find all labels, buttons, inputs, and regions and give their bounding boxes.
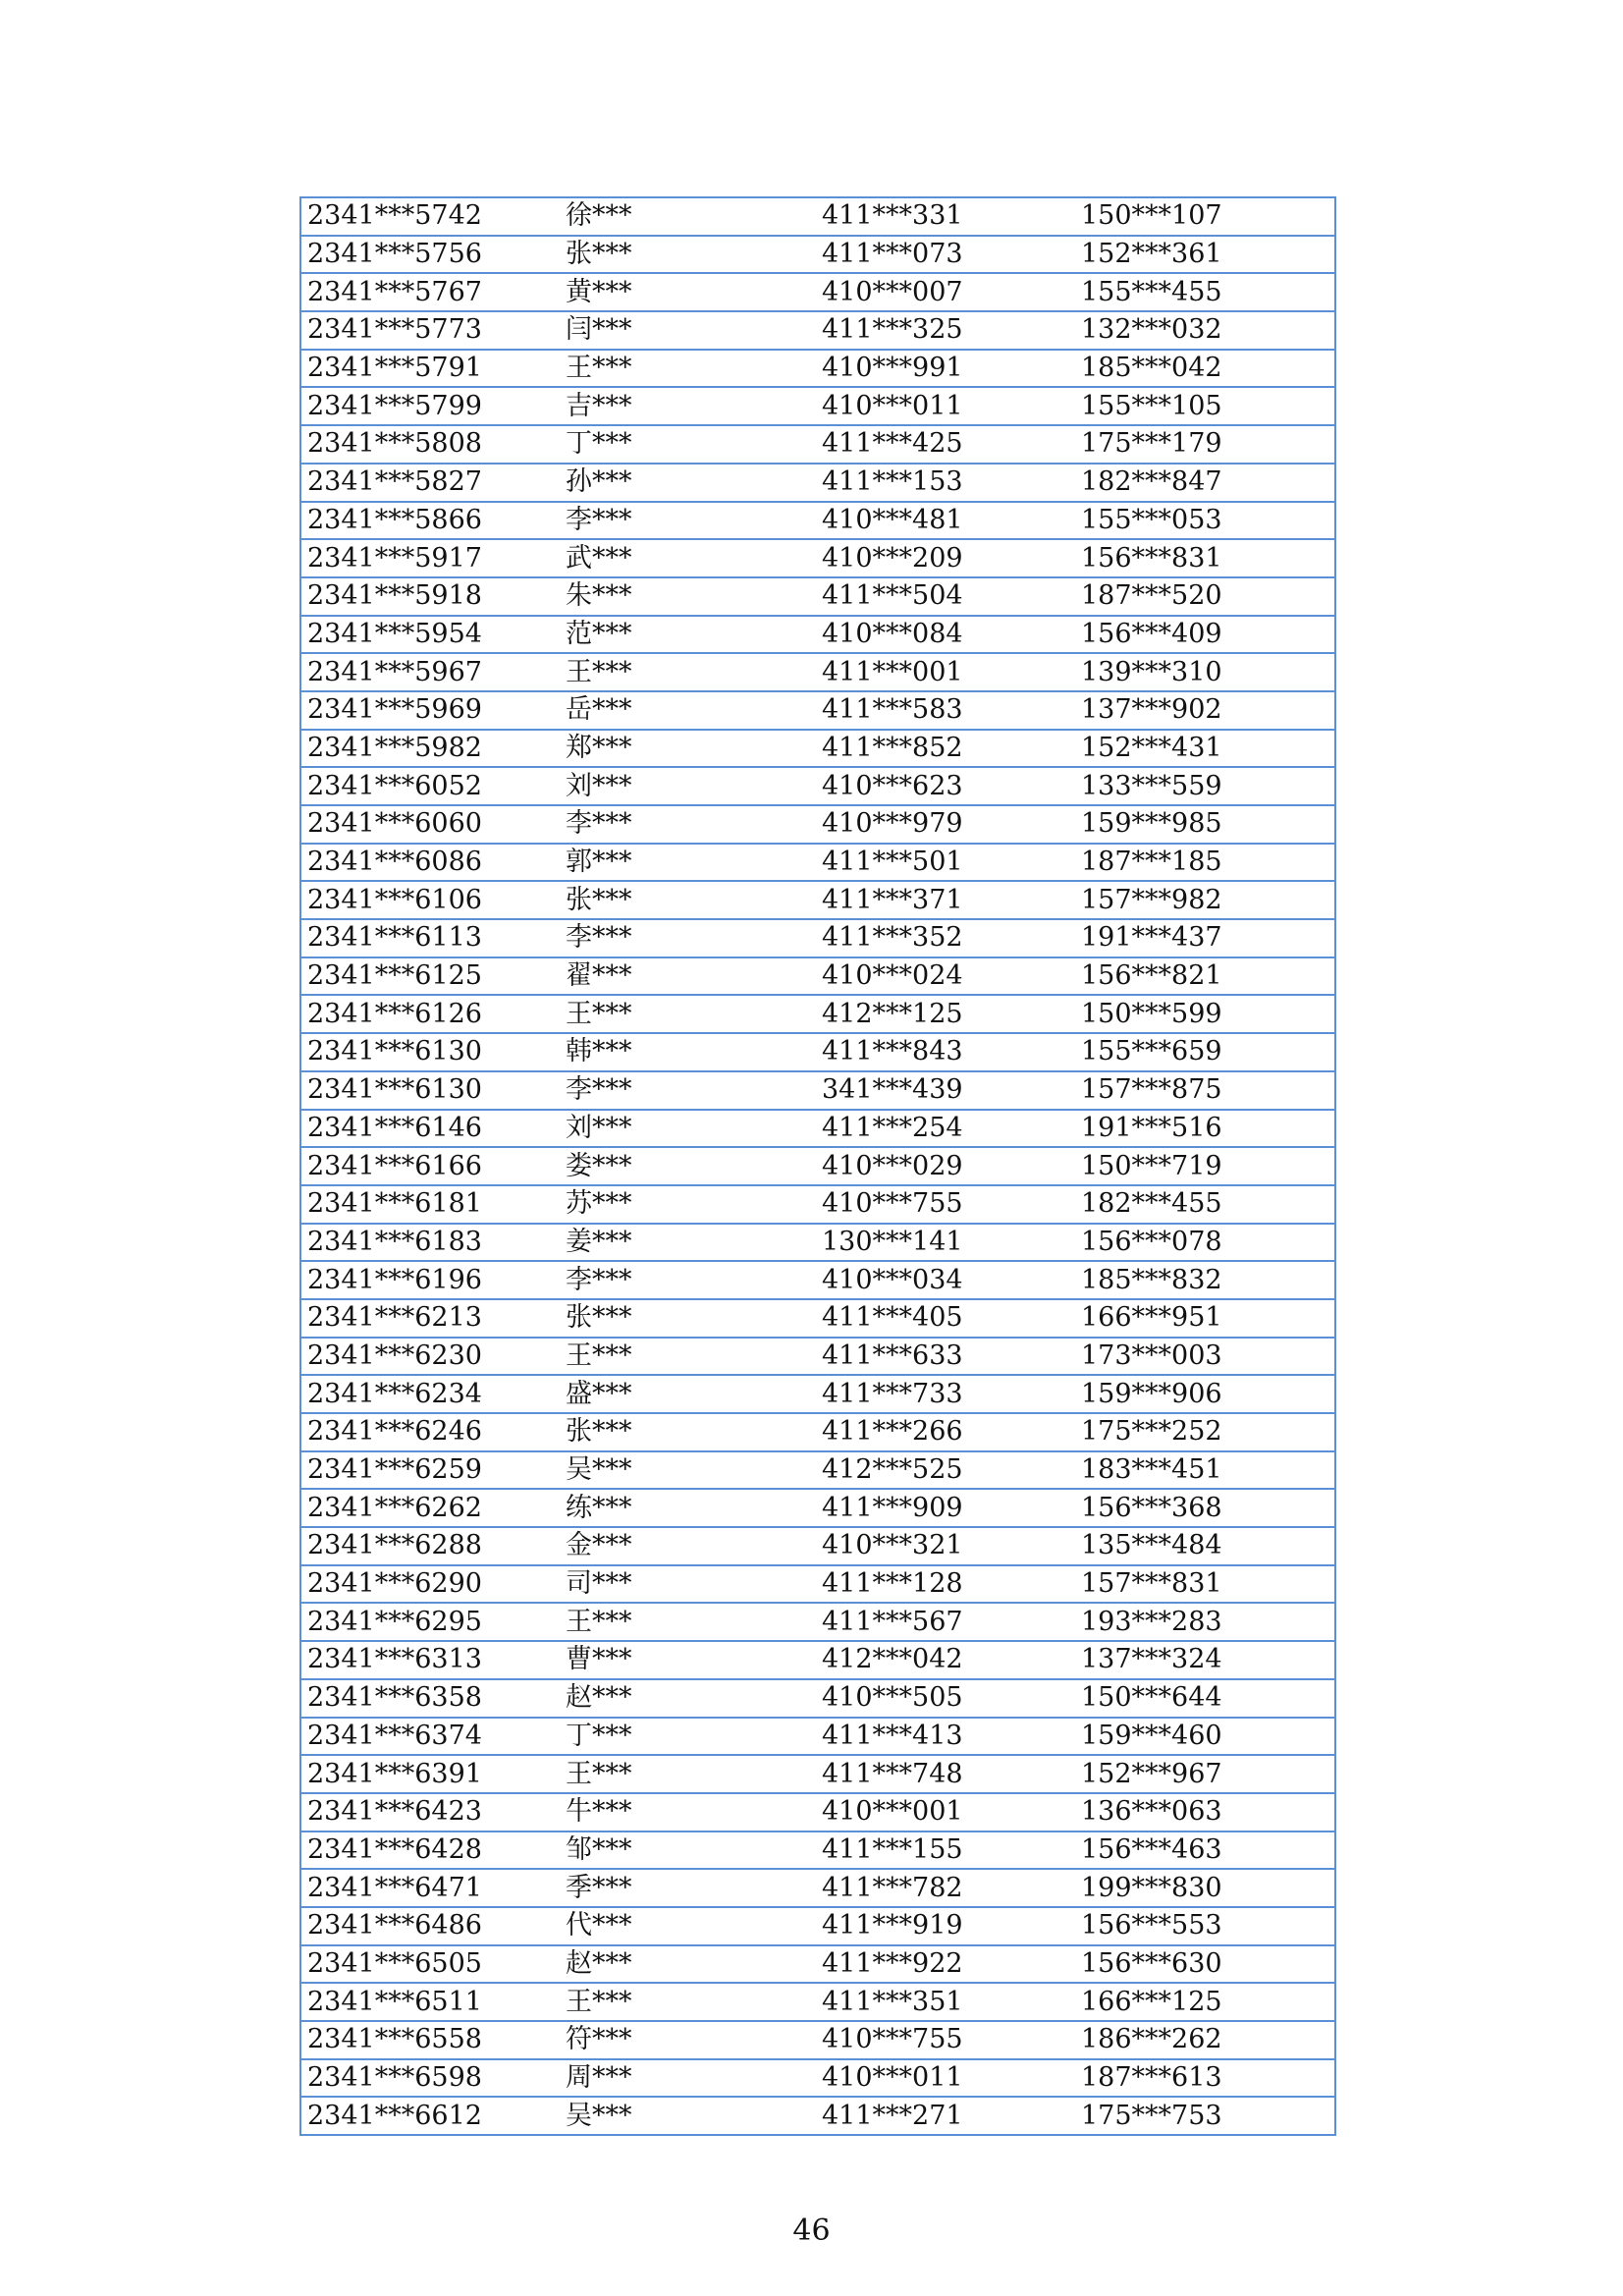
cell-id-number: 411***254 xyxy=(816,1110,1075,1148)
cell-name: 盛*** xyxy=(560,1375,816,1413)
cell-id-number: 411***567 xyxy=(816,1603,1075,1641)
cell-name: 郑*** xyxy=(560,730,816,768)
cell-phone-number: 136***063 xyxy=(1075,1793,1335,1831)
cell-record-id: 2341***6598 xyxy=(300,2059,560,2098)
cell-record-id: 2341***6166 xyxy=(300,1147,560,1185)
cell-name: 武*** xyxy=(560,539,816,577)
table-row xyxy=(300,767,1335,805)
cell-id-number: 410***001 xyxy=(816,1793,1075,1831)
cell-name: 娄*** xyxy=(560,1147,816,1185)
table-row xyxy=(300,1110,1335,1148)
table-row xyxy=(300,2059,1335,2098)
cell-phone-number: 156***409 xyxy=(1075,616,1335,654)
cell-id-number: 411***782 xyxy=(816,1869,1075,1907)
cell-name: 王*** xyxy=(560,1983,816,2021)
table-row xyxy=(300,653,1335,691)
cell-name: 金*** xyxy=(560,1527,816,1565)
cell-phone-number: 152***967 xyxy=(1075,1755,1335,1793)
cell-phone-number: 166***951 xyxy=(1075,1299,1335,1338)
cell-id-number: 410***209 xyxy=(816,539,1075,577)
table-row xyxy=(300,1071,1335,1110)
cell-id-number: 411***425 xyxy=(816,425,1075,464)
cell-name: 姜*** xyxy=(560,1224,816,1262)
cell-id-number: 412***125 xyxy=(816,995,1075,1033)
cell-phone-number: 191***516 xyxy=(1075,1110,1335,1148)
table-row xyxy=(300,1338,1335,1376)
cell-name: 邹*** xyxy=(560,1831,816,1870)
cell-id-number: 411***413 xyxy=(816,1718,1075,1756)
cell-id-number: 411***405 xyxy=(816,1299,1075,1338)
cell-name: 丁*** xyxy=(560,425,816,464)
cell-phone-number: 182***455 xyxy=(1075,1185,1335,1224)
cell-phone-number: 133***559 xyxy=(1075,767,1335,805)
cell-name: 苏*** xyxy=(560,1185,816,1224)
table-row xyxy=(300,1489,1335,1527)
table-row xyxy=(300,539,1335,577)
cell-name: 郭*** xyxy=(560,844,816,882)
table-row xyxy=(300,1641,1335,1679)
cell-record-id: 2341***6259 xyxy=(300,1451,560,1490)
cell-record-id: 2341***5954 xyxy=(300,616,560,654)
cell-phone-number: 150***107 xyxy=(1075,197,1335,236)
cell-id-number: 410***505 xyxy=(816,1679,1075,1718)
cell-record-id: 2341***5918 xyxy=(300,577,560,616)
cell-phone-number: 155***455 xyxy=(1075,273,1335,311)
cell-phone-number: 185***042 xyxy=(1075,350,1335,388)
cell-phone-number: 150***719 xyxy=(1075,1147,1335,1185)
table-row xyxy=(300,995,1335,1033)
cell-record-id: 2341***6423 xyxy=(300,1793,560,1831)
cell-id-number: 410***029 xyxy=(816,1147,1075,1185)
cell-record-id: 2341***5767 xyxy=(300,273,560,311)
cell-name: 练*** xyxy=(560,1489,816,1527)
cell-phone-number: 137***902 xyxy=(1075,691,1335,730)
cell-phone-number: 175***252 xyxy=(1075,1413,1335,1451)
records-table-body xyxy=(300,197,1335,2135)
cell-id-number: 411***922 xyxy=(816,1945,1075,1984)
table-row xyxy=(300,1945,1335,1984)
cell-name: 周*** xyxy=(560,2059,816,2098)
table-row xyxy=(300,1793,1335,1831)
cell-phone-number: 157***831 xyxy=(1075,1565,1335,1604)
records-table xyxy=(299,196,1336,2136)
cell-record-id: 2341***6391 xyxy=(300,1755,560,1793)
cell-record-id: 2341***6471 xyxy=(300,1869,560,1907)
cell-record-id: 2341***5967 xyxy=(300,653,560,691)
table-row xyxy=(300,1527,1335,1565)
cell-id-number: 411***331 xyxy=(816,197,1075,236)
cell-record-id: 2341***6230 xyxy=(300,1338,560,1376)
table-row xyxy=(300,1033,1335,1071)
cell-id-number: 410***623 xyxy=(816,767,1075,805)
cell-phone-number: 159***985 xyxy=(1075,805,1335,844)
cell-id-number: 410***011 xyxy=(816,2059,1075,2098)
cell-id-number: 410***481 xyxy=(816,502,1075,540)
cell-id-number: 410***979 xyxy=(816,805,1075,844)
cell-record-id: 2341***6125 xyxy=(300,957,560,996)
cell-name: 孙*** xyxy=(560,464,816,502)
cell-id-number: 410***034 xyxy=(816,1261,1075,1299)
table-row xyxy=(300,577,1335,616)
table-row xyxy=(300,425,1335,464)
cell-phone-number: 175***179 xyxy=(1075,425,1335,464)
table-row xyxy=(300,1869,1335,1907)
cell-phone-number: 152***431 xyxy=(1075,730,1335,768)
table-row xyxy=(300,273,1335,311)
cell-phone-number: 155***659 xyxy=(1075,1033,1335,1071)
cell-name: 闫*** xyxy=(560,311,816,350)
cell-record-id: 2341***6213 xyxy=(300,1299,560,1338)
cell-phone-number: 156***553 xyxy=(1075,1907,1335,1945)
cell-phone-number: 157***982 xyxy=(1075,881,1335,919)
cell-record-id: 2341***6113 xyxy=(300,919,560,957)
cell-name: 张*** xyxy=(560,1413,816,1451)
cell-name: 朱*** xyxy=(560,577,816,616)
cell-phone-number: 199***830 xyxy=(1075,1869,1335,1907)
table-row xyxy=(300,691,1335,730)
cell-id-number: 411***843 xyxy=(816,1033,1075,1071)
cell-id-number: 130***141 xyxy=(816,1224,1075,1262)
cell-id-number: 411***371 xyxy=(816,881,1075,919)
table-row xyxy=(300,1261,1335,1299)
cell-id-number: 412***042 xyxy=(816,1641,1075,1679)
table-row xyxy=(300,387,1335,425)
table-row xyxy=(300,502,1335,540)
cell-phone-number: 187***185 xyxy=(1075,844,1335,882)
cell-phone-number: 155***053 xyxy=(1075,502,1335,540)
cell-id-number: 410***084 xyxy=(816,616,1075,654)
cell-id-number: 411***325 xyxy=(816,311,1075,350)
cell-record-id: 2341***6126 xyxy=(300,995,560,1033)
cell-record-id: 2341***6290 xyxy=(300,1565,560,1604)
cell-record-id: 2341***6246 xyxy=(300,1413,560,1451)
cell-id-number: 411***128 xyxy=(816,1565,1075,1604)
cell-phone-number: 156***630 xyxy=(1075,1945,1335,1984)
cell-record-id: 2341***5742 xyxy=(300,197,560,236)
cell-name: 韩*** xyxy=(560,1033,816,1071)
table-row xyxy=(300,1413,1335,1451)
cell-name: 代*** xyxy=(560,1907,816,1945)
table-row xyxy=(300,616,1335,654)
cell-name: 王*** xyxy=(560,995,816,1033)
cell-name: 赵*** xyxy=(560,1945,816,1984)
cell-record-id: 2341***6052 xyxy=(300,767,560,805)
cell-phone-number: 193***283 xyxy=(1075,1603,1335,1641)
table-row xyxy=(300,1224,1335,1262)
cell-record-id: 2341***6181 xyxy=(300,1185,560,1224)
cell-record-id: 2341***6612 xyxy=(300,2097,560,2135)
cell-phone-number: 187***613 xyxy=(1075,2059,1335,2098)
cell-id-number: 410***321 xyxy=(816,1527,1075,1565)
cell-phone-number: 185***832 xyxy=(1075,1261,1335,1299)
cell-id-number: 412***525 xyxy=(816,1451,1075,1490)
table-row xyxy=(300,2097,1335,2135)
cell-record-id: 2341***5773 xyxy=(300,311,560,350)
cell-name: 岳*** xyxy=(560,691,816,730)
cell-record-id: 2341***5917 xyxy=(300,539,560,577)
cell-id-number: 410***024 xyxy=(816,957,1075,996)
cell-record-id: 2341***6505 xyxy=(300,1945,560,1984)
table-row xyxy=(300,1679,1335,1718)
table-row xyxy=(300,1147,1335,1185)
cell-record-id: 2341***5866 xyxy=(300,502,560,540)
cell-name: 符*** xyxy=(560,2021,816,2059)
cell-record-id: 2341***6106 xyxy=(300,881,560,919)
cell-name: 张*** xyxy=(560,1299,816,1338)
cell-name: 黄*** xyxy=(560,273,816,311)
cell-record-id: 2341***5791 xyxy=(300,350,560,388)
cell-record-id: 2341***6130 xyxy=(300,1071,560,1110)
cell-record-id: 2341***5982 xyxy=(300,730,560,768)
cell-phone-number: 175***753 xyxy=(1075,2097,1335,2135)
cell-record-id: 2341***6146 xyxy=(300,1110,560,1148)
cell-id-number: 410***755 xyxy=(816,1185,1075,1224)
cell-record-id: 2341***6486 xyxy=(300,1907,560,1945)
cell-name: 李*** xyxy=(560,1071,816,1110)
cell-id-number: 410***755 xyxy=(816,2021,1075,2059)
cell-phone-number: 156***078 xyxy=(1075,1224,1335,1262)
table-row xyxy=(300,1603,1335,1641)
cell-record-id: 2341***6183 xyxy=(300,1224,560,1262)
cell-id-number: 411***583 xyxy=(816,691,1075,730)
cell-name: 牛*** xyxy=(560,1793,816,1831)
table-row xyxy=(300,464,1335,502)
cell-name: 丁*** xyxy=(560,1718,816,1756)
cell-name: 张*** xyxy=(560,236,816,274)
cell-phone-number: 157***875 xyxy=(1075,1071,1335,1110)
cell-name: 司*** xyxy=(560,1565,816,1604)
page-number: 46 xyxy=(792,2214,831,2248)
cell-name: 王*** xyxy=(560,653,816,691)
cell-phone-number: 187***520 xyxy=(1075,577,1335,616)
cell-record-id: 2341***6288 xyxy=(300,1527,560,1565)
cell-id-number: 411***351 xyxy=(816,1983,1075,2021)
cell-phone-number: 173***003 xyxy=(1075,1338,1335,1376)
cell-name: 王*** xyxy=(560,350,816,388)
cell-id-number: 410***011 xyxy=(816,387,1075,425)
cell-record-id: 2341***6558 xyxy=(300,2021,560,2059)
table-row xyxy=(300,350,1335,388)
cell-record-id: 2341***5827 xyxy=(300,464,560,502)
table-row xyxy=(300,197,1335,236)
table-row xyxy=(300,1718,1335,1756)
cell-name: 曹*** xyxy=(560,1641,816,1679)
cell-name: 徐*** xyxy=(560,197,816,236)
cell-id-number: 411***504 xyxy=(816,577,1075,616)
cell-id-number: 411***919 xyxy=(816,1907,1075,1945)
table-row xyxy=(300,1907,1335,1945)
table-row xyxy=(300,844,1335,882)
cell-id-number: 411***733 xyxy=(816,1375,1075,1413)
table-row xyxy=(300,1185,1335,1224)
table-row xyxy=(300,1451,1335,1490)
cell-id-number: 411***352 xyxy=(816,919,1075,957)
cell-name: 李*** xyxy=(560,805,816,844)
cell-phone-number: 191***437 xyxy=(1075,919,1335,957)
table-row xyxy=(300,1831,1335,1870)
cell-phone-number: 159***460 xyxy=(1075,1718,1335,1756)
cell-phone-number: 156***831 xyxy=(1075,539,1335,577)
table-row xyxy=(300,957,1335,996)
cell-name: 王*** xyxy=(560,1755,816,1793)
cell-name: 刘*** xyxy=(560,1110,816,1148)
cell-phone-number: 182***847 xyxy=(1075,464,1335,502)
cell-phone-number: 139***310 xyxy=(1075,653,1335,691)
cell-name: 李*** xyxy=(560,919,816,957)
table-row xyxy=(300,730,1335,768)
cell-phone-number: 150***644 xyxy=(1075,1679,1335,1718)
cell-record-id: 2341***6511 xyxy=(300,1983,560,2021)
cell-record-id: 2341***6428 xyxy=(300,1831,560,1870)
table-row xyxy=(300,1299,1335,1338)
cell-name: 季*** xyxy=(560,1869,816,1907)
cell-name: 王*** xyxy=(560,1338,816,1376)
cell-phone-number: 166***125 xyxy=(1075,1983,1335,2021)
cell-id-number: 411***501 xyxy=(816,844,1075,882)
cell-id-number: 411***153 xyxy=(816,464,1075,502)
cell-id-number: 411***073 xyxy=(816,236,1075,274)
cell-phone-number: 135***484 xyxy=(1075,1527,1335,1565)
cell-record-id: 2341***6196 xyxy=(300,1261,560,1299)
table-row xyxy=(300,2021,1335,2059)
cell-record-id: 2341***6130 xyxy=(300,1033,560,1071)
cell-record-id: 2341***6313 xyxy=(300,1641,560,1679)
table-row xyxy=(300,236,1335,274)
cell-phone-number: 155***105 xyxy=(1075,387,1335,425)
table-row xyxy=(300,311,1335,350)
cell-phone-number: 156***463 xyxy=(1075,1831,1335,1870)
cell-name: 吴*** xyxy=(560,2097,816,2135)
cell-name: 李*** xyxy=(560,1261,816,1299)
table-row xyxy=(300,805,1335,844)
cell-phone-number: 137***324 xyxy=(1075,1641,1335,1679)
cell-name: 翟*** xyxy=(560,957,816,996)
cell-record-id: 2341***5799 xyxy=(300,387,560,425)
cell-record-id: 2341***6295 xyxy=(300,1603,560,1641)
cell-name: 王*** xyxy=(560,1603,816,1641)
cell-record-id: 2341***5756 xyxy=(300,236,560,274)
cell-record-id: 2341***6060 xyxy=(300,805,560,844)
cell-phone-number: 159***906 xyxy=(1075,1375,1335,1413)
cell-phone-number: 152***361 xyxy=(1075,236,1335,274)
cell-name: 李*** xyxy=(560,502,816,540)
table-row xyxy=(300,1565,1335,1604)
cell-id-number: 341***439 xyxy=(816,1071,1075,1110)
table-row xyxy=(300,1375,1335,1413)
cell-record-id: 2341***6234 xyxy=(300,1375,560,1413)
cell-phone-number: 150***599 xyxy=(1075,995,1335,1033)
cell-id-number: 411***909 xyxy=(816,1489,1075,1527)
cell-record-id: 2341***6374 xyxy=(300,1718,560,1756)
cell-name: 张*** xyxy=(560,881,816,919)
cell-record-id: 2341***5808 xyxy=(300,425,560,464)
cell-phone-number: 186***262 xyxy=(1075,2021,1335,2059)
cell-id-number: 411***271 xyxy=(816,2097,1075,2135)
table-row xyxy=(300,919,1335,957)
cell-name: 范*** xyxy=(560,616,816,654)
cell-id-number: 411***155 xyxy=(816,1831,1075,1870)
cell-id-number: 411***852 xyxy=(816,730,1075,768)
cell-phone-number: 183***451 xyxy=(1075,1451,1335,1490)
cell-id-number: 411***001 xyxy=(816,653,1075,691)
cell-name: 吉*** xyxy=(560,387,816,425)
cell-name: 刘*** xyxy=(560,767,816,805)
cell-phone-number: 132***032 xyxy=(1075,311,1335,350)
cell-id-number: 410***991 xyxy=(816,350,1075,388)
cell-record-id: 2341***5969 xyxy=(300,691,560,730)
cell-record-id: 2341***6262 xyxy=(300,1489,560,1527)
table-row xyxy=(300,881,1335,919)
cell-record-id: 2341***6086 xyxy=(300,844,560,882)
table-row xyxy=(300,1983,1335,2021)
table-row xyxy=(300,1755,1335,1793)
cell-id-number: 411***748 xyxy=(816,1755,1075,1793)
cell-name: 吴*** xyxy=(560,1451,816,1490)
cell-record-id: 2341***6358 xyxy=(300,1679,560,1718)
cell-id-number: 410***007 xyxy=(816,273,1075,311)
cell-id-number: 411***266 xyxy=(816,1413,1075,1451)
cell-id-number: 411***633 xyxy=(816,1338,1075,1376)
cell-phone-number: 156***368 xyxy=(1075,1489,1335,1527)
cell-name: 赵*** xyxy=(560,1679,816,1718)
cell-phone-number: 156***821 xyxy=(1075,957,1335,996)
